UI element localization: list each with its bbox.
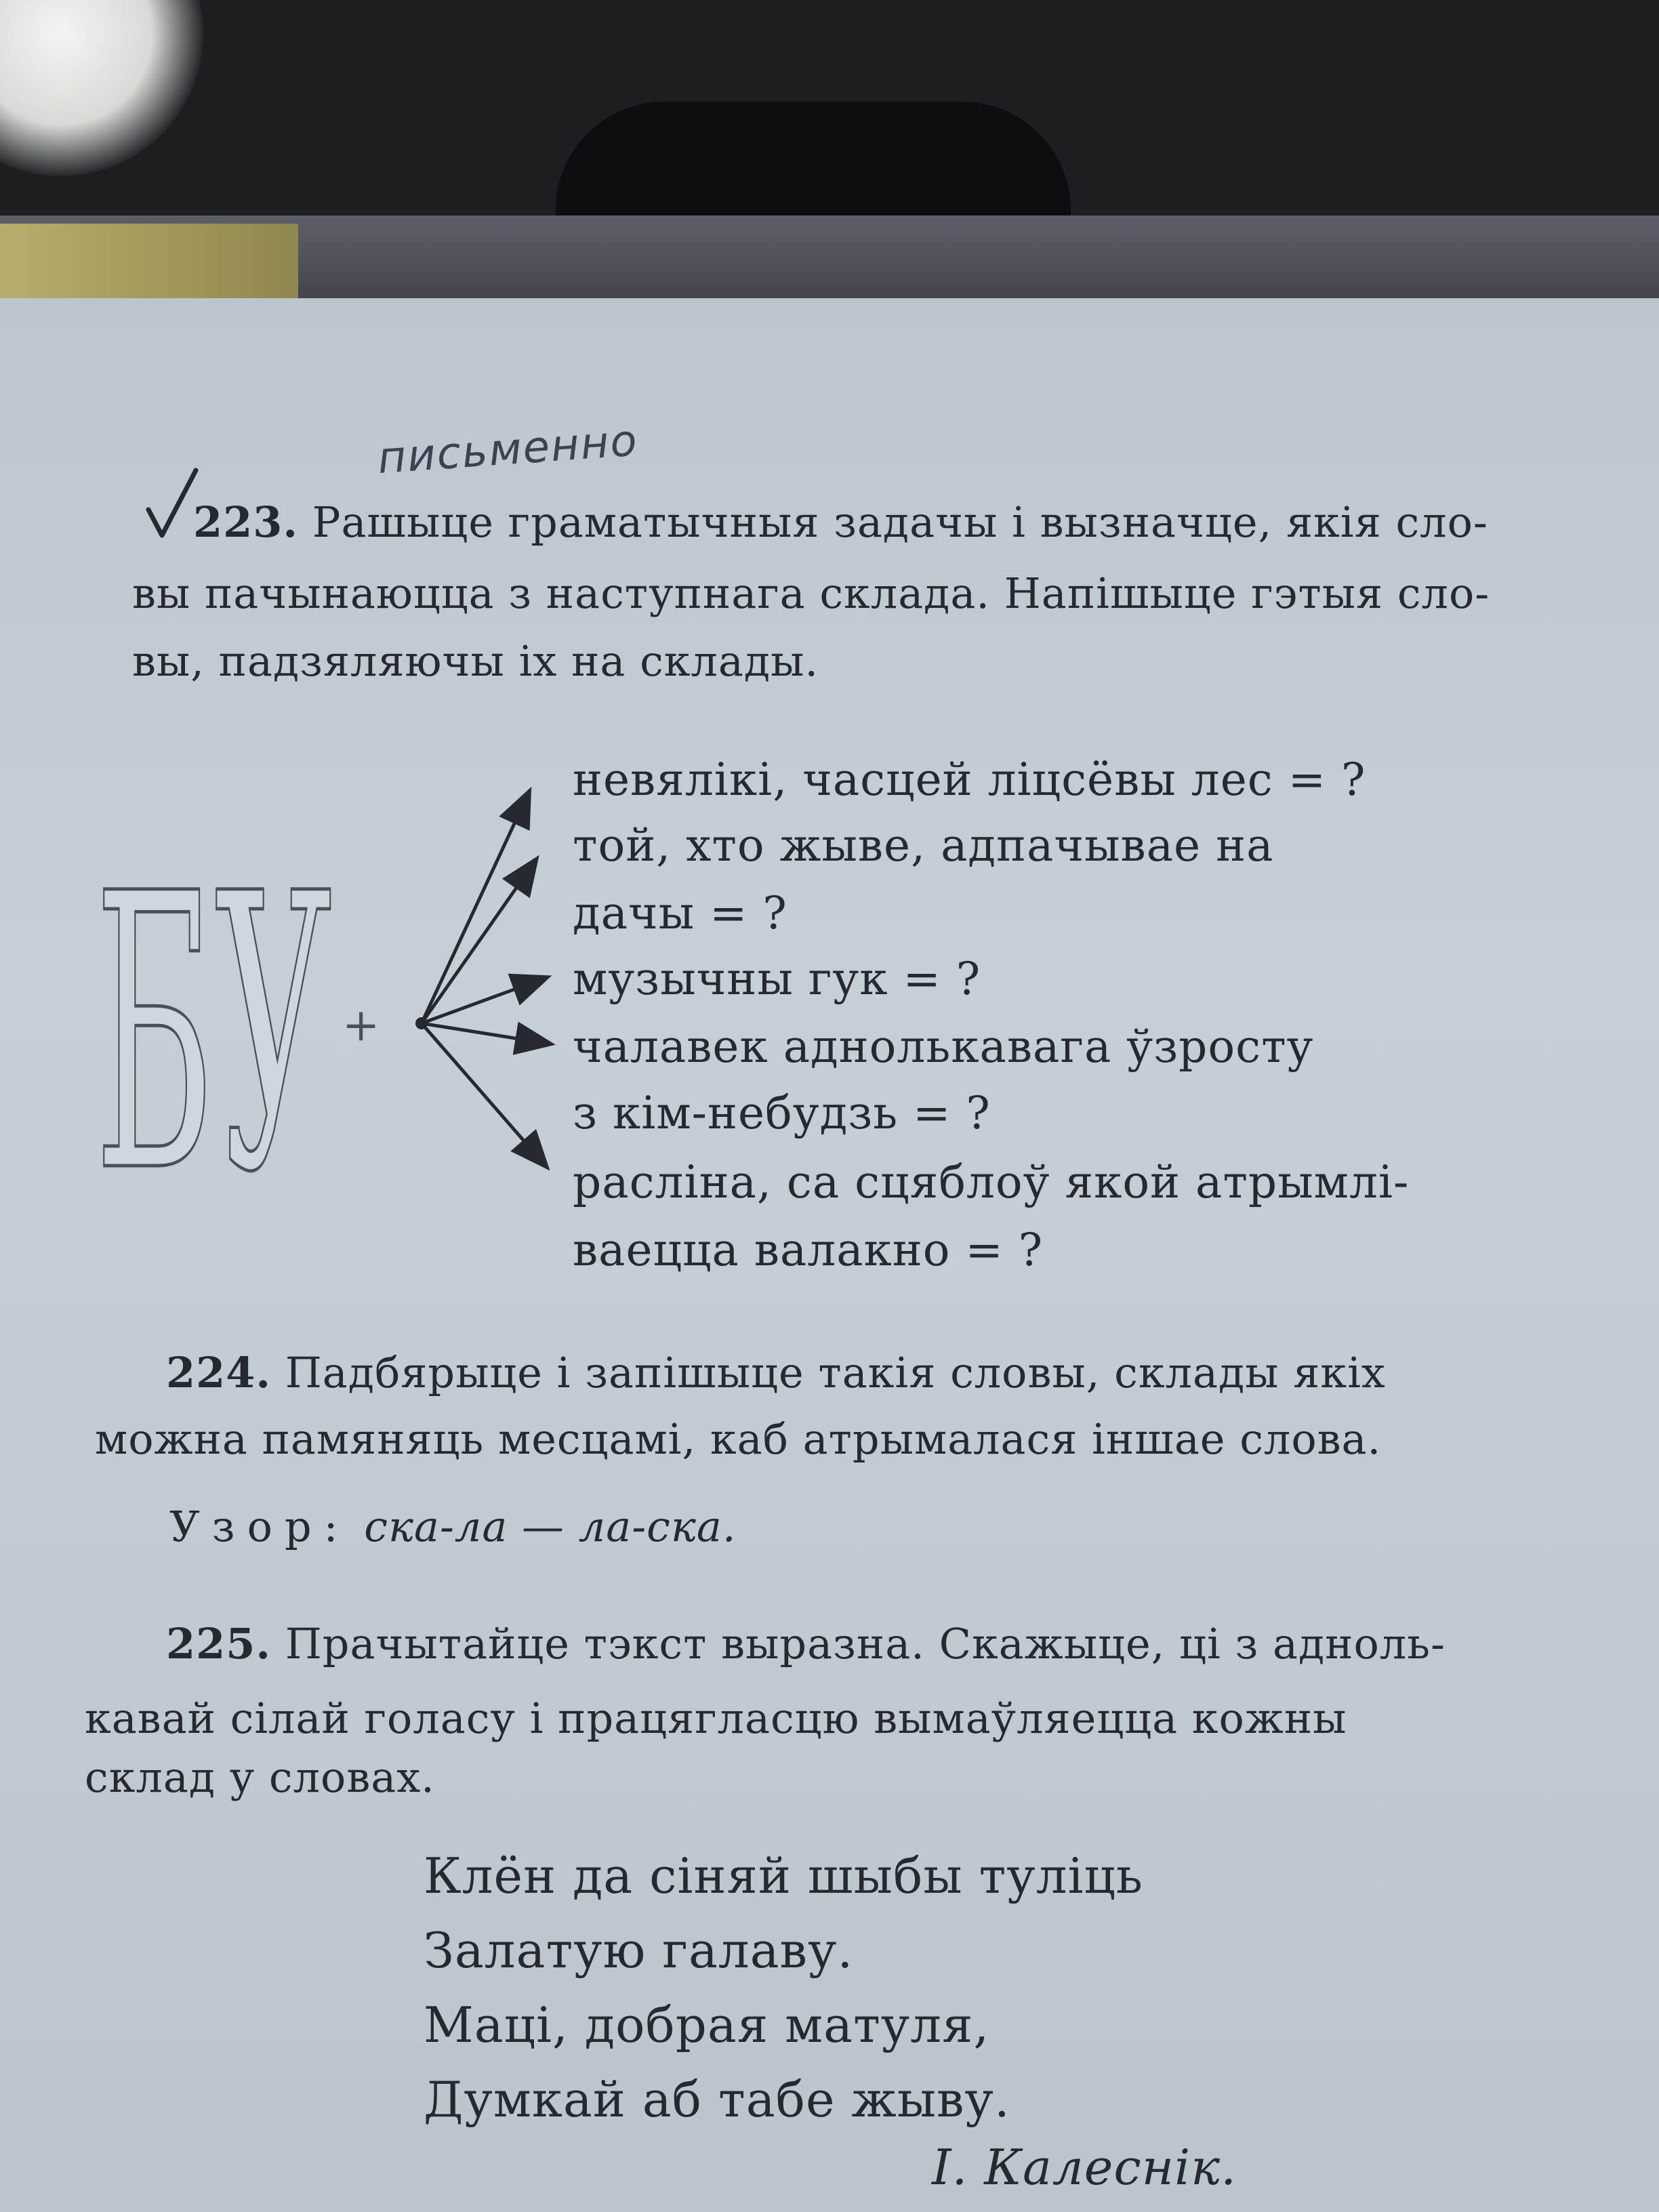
poem-line-2: Залатую галаву.: [424, 1922, 854, 1979]
syllable-text: БУ: [95, 814, 332, 1206]
exercise-224-number: 224.: [166, 1348, 272, 1397]
checkmark-icon: [146, 468, 200, 542]
exercise-225-number: 225.: [166, 1619, 272, 1668]
exercise-223-number: 223.: [193, 497, 299, 547]
poem-author: І. Калеснік.: [932, 2139, 1237, 2196]
exercise-223-line-2: вы пачынаюцца з наступнага склада. Напішыце гэтыя сло-: [132, 569, 1490, 618]
riddle-2-continued: дачы = ?: [573, 887, 787, 939]
riddle-2: той, хто жыве, адпачывае на: [573, 819, 1274, 872]
pattern-example: ска-ла — ла-ска.: [364, 1502, 737, 1551]
riddle-4: чалавек аднолькавага ўзросту: [573, 1021, 1314, 1073]
arrow-2-icon: [422, 861, 535, 1023]
exercise-224-pattern: [169, 1502, 737, 1551]
riddle-3: музычны гук = ?: [573, 953, 981, 1005]
pattern-label: Узор:: [169, 1502, 350, 1551]
exercise-225-line-3: склад у словах.: [85, 1753, 435, 1802]
riddle-4-continued: з кім-небудзь = ?: [573, 1087, 991, 1139]
syllable-logo: [95, 813, 339, 1206]
exercise-225-line-1: 225. Прачытайце тэкст выразна. Скажыце, ці з адноль-: [166, 1619, 1446, 1668]
exercise-224-line-1: 224. Падбярыце і запішыце такія словы, склады якіх: [166, 1348, 1386, 1397]
poem-line-4: Думкай аб табе жыву.: [424, 2071, 1010, 2128]
arrow-scheme: [325, 759, 583, 1206]
plus-sign: +: [342, 999, 381, 1051]
riddle-1: невялікі, часцей ліцсёвы лес = ?: [573, 754, 1366, 806]
exercise-223-line-1: 223. Рашыце граматычныя задачы і вызначце, якія сло-: [193, 497, 1488, 547]
poem-line-1: Клён да сіняй шыбы туліць: [424, 1847, 1143, 1904]
handwritten-note: письменно: [375, 415, 640, 484]
exercise-223-line-3: вы, падзяляючы іх на склады.: [132, 636, 819, 686]
poem-line-3: Маці, добрая матуля,: [424, 1996, 990, 2053]
arrow-5-icon: [422, 1023, 546, 1166]
exercise-225-line-2: кавай сілай голасу і працягласцю вымаўляецца кожны: [85, 1694, 1347, 1743]
riddle-5: расліна, са сцяблоў якой атрымлі-: [573, 1156, 1410, 1208]
exercise-224-line-2: можна памяняць месцамі, каб атрымалася іншае слова.: [95, 1414, 1382, 1464]
arrow-4-icon: [422, 1023, 549, 1044]
riddle-5-continued: ваецца валакно = ?: [573, 1224, 1044, 1276]
